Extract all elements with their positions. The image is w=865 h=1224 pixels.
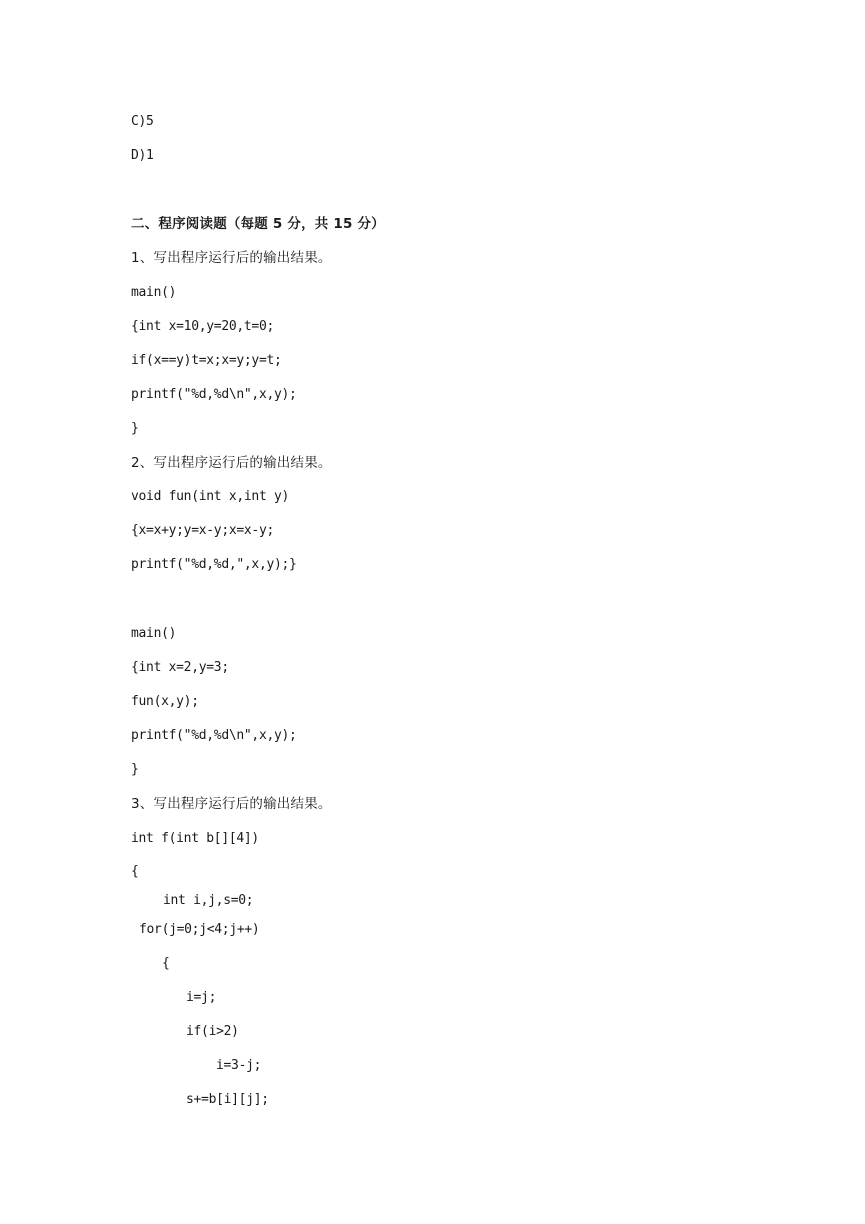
code-line: printf("%d,%d,",x,y);} [131,557,297,572]
code-line: { [162,956,170,971]
code-line: {x=x+y;y=x-y;x=x-y; [131,523,275,538]
question-3-prompt: 3、写出程序运行后的输出结果。 [131,796,332,812]
question-1-prompt: 1、写出程序运行后的输出结果。 [131,250,332,266]
code-line: {int x=2,y=3; [131,660,229,675]
option-d: D)1 [131,148,154,163]
code-line: int f(int b[][4]) [131,831,259,846]
code-line: printf("%d,%d\n",x,y); [131,728,297,743]
code-line: if(x==y)t=x;x=y;y=t; [131,353,282,368]
code-line: int i,j,s=0; [163,893,254,908]
code-line: i=3-j; [216,1058,262,1073]
section-heading: 二、程序阅读题（每题 5 分，共 15 分） [131,216,385,232]
code-line: printf("%d,%d\n",x,y); [131,387,297,402]
code-line: main() [131,626,177,641]
code-line: fun(x,y); [131,694,199,709]
code-line: s+=b[i][j]; [186,1092,269,1107]
code-line: i=j; [186,990,217,1005]
code-line: } [131,762,139,777]
code-line: { [131,864,139,879]
code-line: if(i>2) [186,1024,239,1039]
question-2-prompt: 2、写出程序运行后的输出结果。 [131,455,332,471]
code-line: main() [131,285,177,300]
code-line: for(j=0;j<4;j++) [139,922,260,937]
option-c: C)5 [131,114,154,129]
code-line: } [131,421,139,436]
code-line: void fun(int x,int y) [131,489,290,504]
code-line: {int x=10,y=20,t=0; [131,319,275,334]
